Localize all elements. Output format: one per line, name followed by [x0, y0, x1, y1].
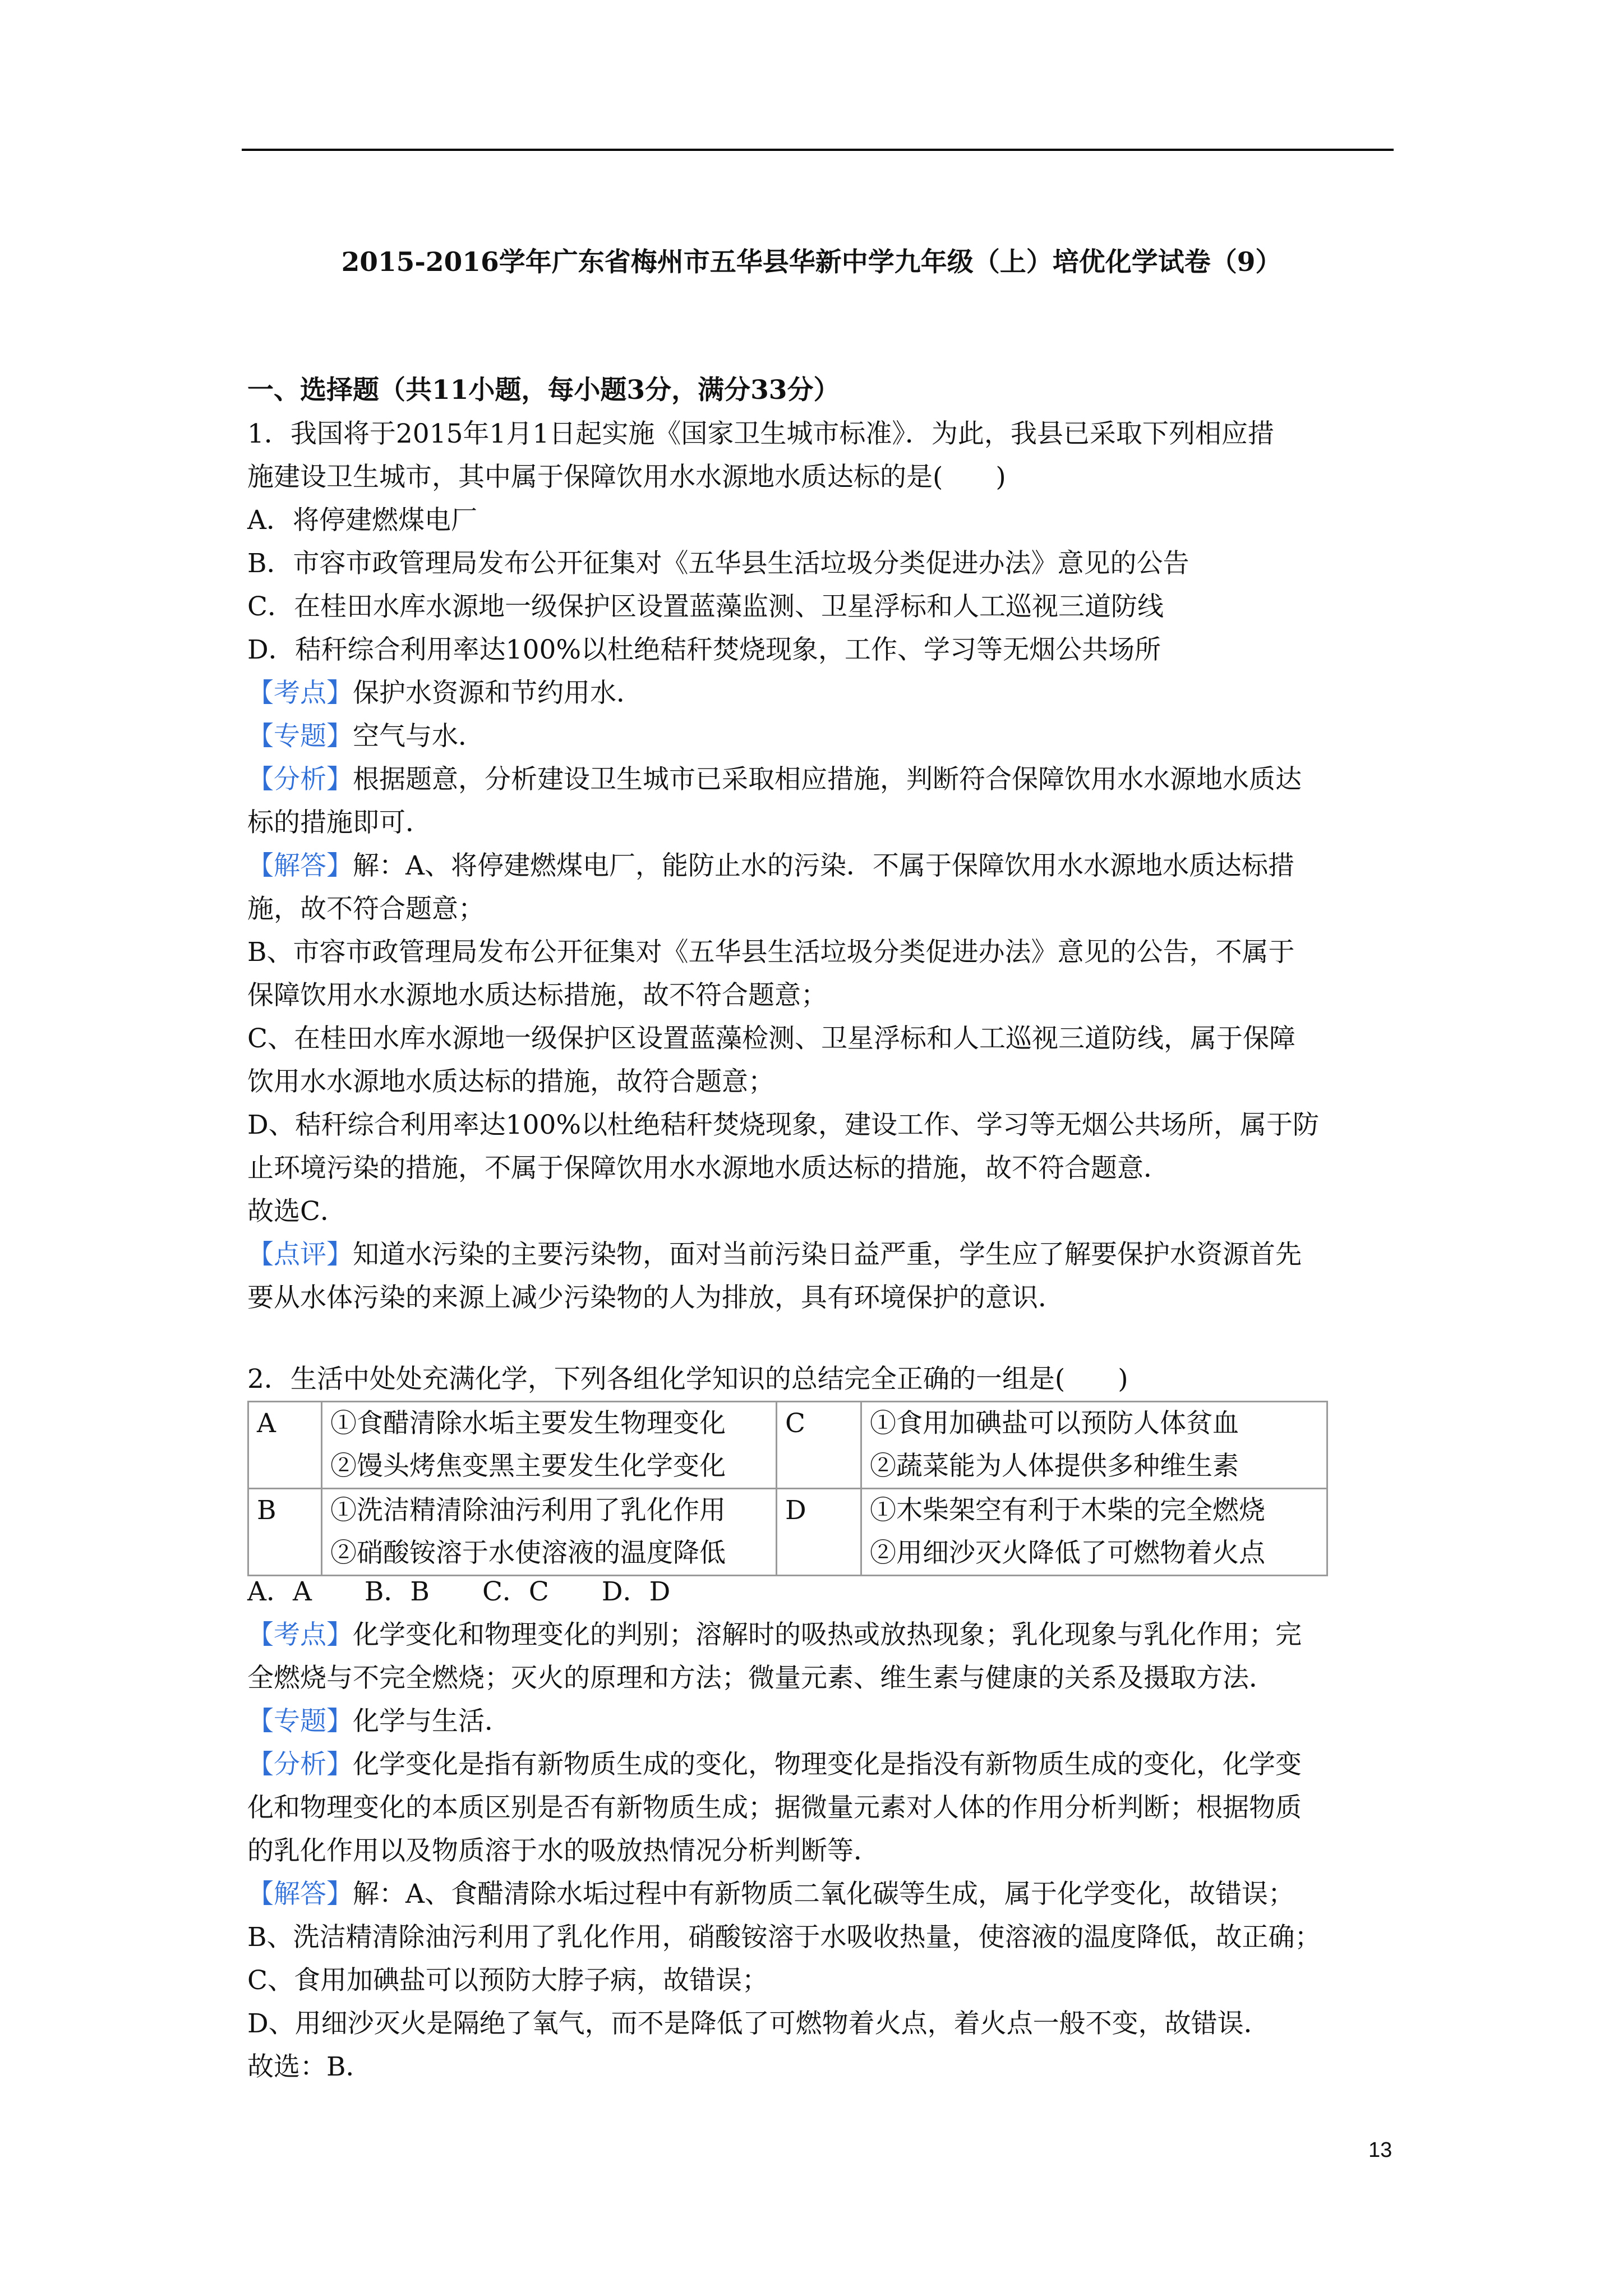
header-rule	[242, 149, 1394, 151]
option-item: ②馒头烤焦变黑主要发生化学变化	[330, 1451, 726, 1481]
q1-jieda-cont: 保障饮用水水源地水质达标措施，故不符合题意；	[247, 980, 827, 1011]
option-letter: C	[777, 1402, 861, 1489]
option-item: ①木柴架空有利于木柴的完全燃烧	[870, 1495, 1265, 1526]
q1-option-a: A．将停建燃煤电厂	[247, 505, 477, 536]
q1-jieda	[247, 844, 1391, 887]
jieda-tag: 【解答】	[247, 850, 353, 881]
q1-option-b: B．市容市政管理局发布公开征集对《五华县生活垃圾分类促进办法》意见的公告	[247, 548, 1189, 579]
kaodian-text: 化学变化和物理变化的判别；溶解时的吸热或放热现象；乳化现象与乳化作用；完	[353, 1619, 1302, 1650]
q2-kaodian-cont: 全燃烧与不完全燃烧；灭火的原理和方法；微量元素、维生素与健康的关系及摄取方法．	[247, 1663, 1275, 1694]
option-item: ②硝酸铵溶于水使溶液的温度降低	[330, 1538, 726, 1568]
page-title: 2015-2016学年广东省梅州市五华县华新中学九年级（上）培优化学试卷（9）	[341, 247, 1282, 278]
fenxi-tag: 【分析】	[247, 1749, 353, 1780]
option-item: ①食醋清除水垢主要发生物理变化	[330, 1408, 726, 1439]
option-item: ②蔬菜能为人体提供多种维生素	[870, 1451, 1239, 1481]
q2-fenxi-cont: 化和物理变化的本质区别是否有新物质生成；据微量元素对人体的作用分析判断；根据物质	[247, 1792, 1302, 1823]
q2-jieda-cont: C、食用加碘盐可以预防大脖子病，故错误；	[247, 1965, 768, 1996]
q2-jieda-cont: B、洗洁精清除油污利用了乳化作用，硝酸铵溶于水吸收热量，使溶液的温度降低，故正确；	[247, 1922, 1321, 1953]
option-content	[861, 1489, 1327, 1576]
option-letter: A	[248, 1402, 322, 1489]
section-heading: 一、选择题（共11小题，每小题3分，满分33分）	[247, 375, 840, 406]
option-item: ②用细沙灭火降低了可燃物着火点	[870, 1538, 1265, 1568]
option-content	[861, 1402, 1327, 1489]
option-item: ①食用加碘盐可以预防人体贫血	[870, 1408, 1239, 1439]
jieda-text: 解：A、食醋清除水垢过程中有新物质二氧化碳等生成，属于化学变化，故错误；	[353, 1879, 1294, 1910]
q1-jieda-cont: 饮用水水源地水质达标的措施，故符合题意；	[247, 1066, 774, 1097]
option-letter: D	[777, 1489, 861, 1576]
dianping-tag: 【点评】	[247, 1239, 353, 1270]
kaodian-tag: 【考点】	[247, 1619, 353, 1650]
q2-jieda	[247, 1872, 1391, 1916]
q1-jieda-cont: 施，故不符合题意；	[247, 894, 485, 924]
table-row	[248, 1489, 1327, 1576]
q1-zhuanti	[247, 715, 1391, 758]
q1-answer: 故选C．	[247, 1196, 347, 1227]
question-1	[247, 412, 1391, 1319]
zhuanti-text: 化学与生活．	[353, 1706, 511, 1737]
q1-fenxi	[247, 758, 1391, 801]
option-content	[322, 1489, 777, 1576]
q1-jieda-cont: 止环境污染的措施，不属于保障饮用水水源地水质达标的措施，故不符合题意．	[247, 1153, 1170, 1184]
page-number: 13	[1368, 2138, 1393, 2162]
option-item: ①洗洁精清除油污利用了乳化作用	[330, 1495, 726, 1526]
jieda-text: 解：A、将停建燃煤电厂，能防止水的污染．不属于保障饮用水水源地水质达标措	[353, 850, 1294, 881]
q1-dianping	[247, 1233, 1391, 1276]
table-row	[248, 1402, 1327, 1489]
question-2-stem	[247, 1358, 1391, 1401]
q2-choices: A．A B．B C．C D．D	[247, 1576, 671, 1607]
q1-option-d: D．秸秆综合利用率达100%以杜绝秸秆焚烧现象，工作、学习等无烟公共场所	[247, 634, 1161, 665]
zhuanti-tag: 【专题】	[247, 1706, 353, 1737]
fenxi-text: 根据题意，分析建设卫生城市已采取相应措施，判断符合保障饮用水水源地水质达	[353, 764, 1302, 795]
option-content	[322, 1402, 777, 1489]
fenxi-text: 化学变化是指有新物质生成的变化，物理变化是指没有新物质生成的变化，化学变	[353, 1749, 1302, 1780]
kaodian-text: 保护水资源和节约用水．	[353, 678, 643, 708]
q2-zhuanti	[247, 1700, 1391, 1743]
q2-options-table	[247, 1401, 1328, 1576]
q1-jieda-cont: D、秸秆综合利用率达100%以杜绝秸秆焚烧现象，建设工作、学习等无烟公共场所，属于防	[247, 1110, 1320, 1140]
q2-answer: 故选：B．	[247, 2051, 372, 2082]
q1-jieda-cont: C、在桂田水库水源地一级保护区设置蓝藻检测、卫星浮标和人工巡视三道防线，属于保障	[247, 1023, 1295, 1054]
question-2-analysis	[247, 1613, 1391, 2088]
q1-jieda-cont: B、市容市政管理局发布公开征集对《五华县生活垃圾分类促进办法》意见的公告，不属于	[247, 937, 1295, 968]
q2-kaodian	[247, 1613, 1391, 1657]
jieda-tag: 【解答】	[247, 1879, 353, 1910]
q1-stem-line: 1．我国将于2015年1月1日起实施《国家卫生城市标准》．为此，我县已采取下列相应措	[247, 418, 1274, 449]
q2-fenxi-cont: 的乳化作用以及物质溶于水的吸放热情况分析判断等．	[247, 1835, 880, 1866]
q1-option-c: C．在桂田水库水源地一级保护区设置蓝藻监测、卫星浮标和人工巡视三道防线	[247, 591, 1164, 622]
q2-fenxi	[247, 1743, 1391, 1786]
zhuanti-tag: 【专题】	[247, 721, 353, 752]
q1-fenxi-cont: 标的措施即可．	[247, 807, 432, 838]
dianping-text: 知道水污染的主要污染物，面对当前污染日益严重，学生应了解要保护水资源首先	[353, 1239, 1302, 1270]
q1-kaodian	[247, 671, 1391, 715]
kaodian-tag: 【考点】	[247, 678, 353, 708]
q2-jieda-cont: D、用细沙灭火是隔绝了氧气，而不是降低了可燃物着火点，着火点一般不变，故错误．	[247, 2008, 1270, 2039]
zhuanti-text: 空气与水．	[353, 721, 485, 752]
fenxi-tag: 【分析】	[247, 764, 353, 795]
q1-stem-line: 施建设卫生城市，其中属于保障饮用水水源地水质达标的是( )	[247, 462, 1006, 493]
q1-dianping-cont: 要从水体污染的来源上减少污染物的人为排放，具有环境保护的意识．	[247, 1282, 1064, 1313]
option-letter: B	[248, 1489, 322, 1576]
q2-stem-line: 2．生活中处处充满化学，下列各组化学知识的总结完全正确的一组是( )	[247, 1364, 1128, 1395]
